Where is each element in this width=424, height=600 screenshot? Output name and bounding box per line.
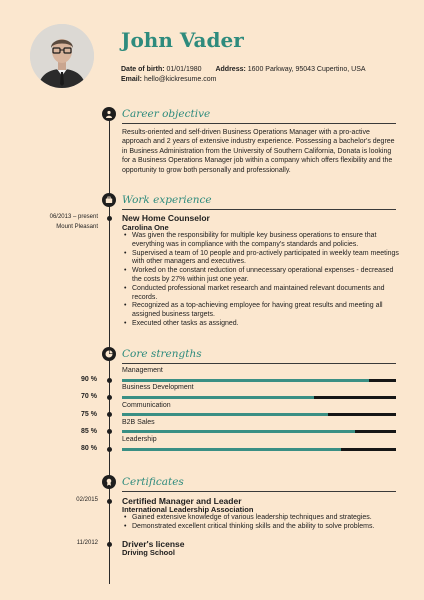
skill-bar [122,430,396,433]
skill-bar [122,396,396,399]
skill-bar [122,413,396,416]
certificates-title: Certificates [122,476,184,488]
list-item: • Demonstrated excellent critical thinking skills and the ability to solve problems. [122,523,402,532]
timeline-dot [107,429,112,434]
skill-bar [122,448,396,451]
skill-percent: 80 % [81,445,97,453]
briefcase-icon [102,193,116,207]
timeline-dot [107,447,112,452]
timeline-dot [107,395,112,400]
certificate-date: 11/2012 [76,540,98,546]
skill-label: B2B Sales [122,418,155,426]
pie-chart-icon [102,347,116,361]
address-label: Address: [215,66,246,73]
career-objective-text: Results-oriented and self-driven Business Operations Manager with a pro-active approach and 2 years of extensive industry experience. Possessing a bachelor's degree in Business Administration from the University of Southern California, Donata is looking for a Business Operations Manager job within a company which offers flexibility and the opportunity to grow both personally and professionally. [122,129,395,174]
work-experience-title: Work experience [122,194,212,206]
skill-bar-fill [122,379,369,382]
list-item: • Executed other tasks as assigned. [122,320,402,329]
list-item: • Conducted professional market research and maintained relevant documents and records. [122,285,402,303]
career-objective-title: Career objective [122,108,211,120]
list-item: • Gained extensive knowledge of various leadership techniques and strategies. [122,514,402,523]
skill-label: Business Development [122,384,194,392]
candidate-name: John Vader [121,28,244,52]
skill-bar-fill [122,430,355,433]
job-location: Mount Pleasant [56,224,98,230]
address-value: 1600 Parkway, 95043 Cupertino, USA [247,66,366,73]
person-icon [102,107,116,121]
timeline-dot [107,542,112,547]
timeline-dot [107,216,112,221]
section-divider [122,491,396,492]
certificate-name: Driver's license [122,539,185,549]
timeline-dot [107,378,112,383]
skill-percent: 85 % [81,427,97,435]
email-value[interactable]: hello@kickresume.com [143,76,217,83]
contact-line-2 [121,76,216,83]
section-divider [122,209,396,210]
section-divider [122,363,396,364]
dob-label: Date of birth: [121,66,165,73]
contact-line-1 [121,66,366,73]
certificate-name: Certified Manager and Leader [122,496,242,506]
core-strengths-title: Core strengths [122,348,202,360]
certificate-icon [102,475,116,489]
section-divider [122,123,396,124]
certificate-bullets [122,514,402,532]
job-bullets [122,232,402,329]
skill-percent: 75 % [81,410,97,418]
list-item: • Worked on the constant reduction of unnecessary operational expenses - decreased the costs by 27% within just one year. [122,267,402,285]
skill-bar-fill [122,448,341,451]
certificate-issuer: International Leadership Association [122,505,254,514]
profile-photo [30,24,94,88]
dob-value: 01/01/1980 [166,66,202,73]
skill-label: Communication [122,401,171,409]
list-item: • Was given the responsibility for multiple key business operations to ensure that everything was in compliance with the company's standards and policies. [122,232,402,250]
skill-percent: 90 % [81,376,97,383]
job-dates: 06/2013 – present [49,214,98,220]
timeline-dot [107,412,112,417]
timeline-line [109,108,110,584]
skill-bar-fill [122,396,314,399]
certificate-date: 02/2015 [76,497,98,503]
skill-bar [122,379,396,382]
list-item: • Recognized as a top-achieving employee for having great results and meeting all assigned business targets. [122,302,402,320]
certificate-issuer: Driving School [122,548,175,557]
list-item: • Supervised a team of 10 people and pro-actively participated in weekly team meetings with other managers and executives. [122,250,402,268]
skill-label: Leadership [122,436,157,444]
skill-bar-fill [122,413,328,416]
job-position: New Home Counselor [122,213,210,223]
email-label: Email: [121,76,143,83]
timeline-dot [107,499,112,504]
job-company: Carolina One [122,223,169,232]
skill-label: Management [122,367,163,374]
skill-percent: 70 % [81,393,97,401]
